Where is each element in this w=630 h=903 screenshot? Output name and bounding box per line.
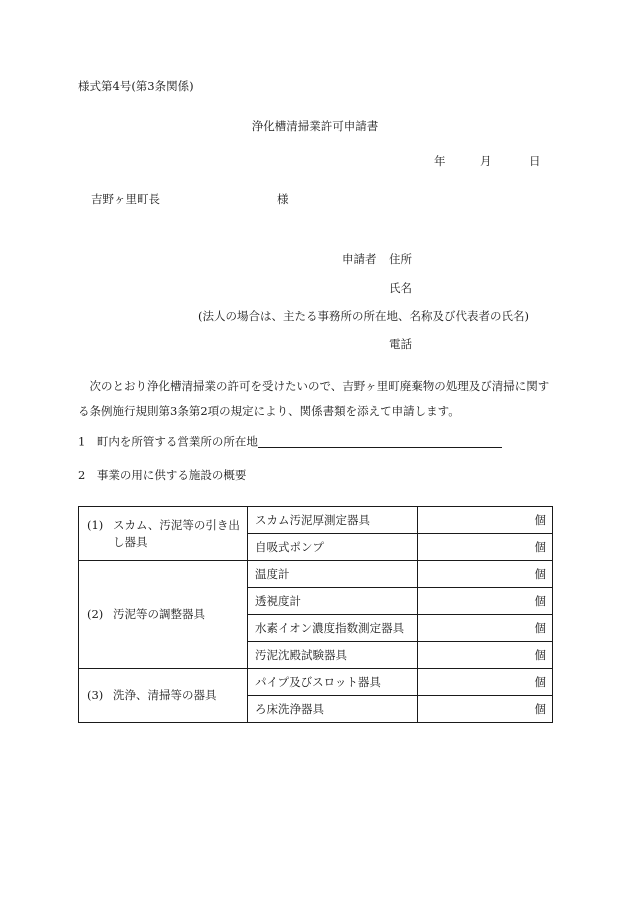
category-name: 汚泥等の調整器具 [113,607,205,621]
equipment-item: 水素イオン濃度指数測定器具 [248,615,418,642]
equipment-quantity-cell: 個 [418,642,553,669]
table-row [79,507,553,534]
date-year-label: 年 [434,154,446,168]
category-name-line1: スカム、汚泥等の引き出 [113,517,240,532]
equipment-quantity-cell: 個 [418,507,553,534]
category-number: (1) [87,517,104,532]
category-cell [79,561,248,669]
form-number: 様式第4号(第3条関係) [78,79,194,93]
applicant-label: 申請者 [342,252,377,266]
category-name-line2: し器具 [113,534,148,549]
office-location-blank [258,436,502,448]
applicant-phone-label: 電話 [389,337,412,351]
office-location-item [78,436,502,448]
office-location-label: 1 町内を所管する営業所の所在地 [78,434,258,449]
equipment-item: 自吸式ポンプ [248,534,418,561]
addressee-honorific: 様 [277,192,289,206]
category-cell [79,507,248,561]
equipment-item: 透視度計 [248,588,418,615]
applicant-address-label: 住所 [389,252,412,266]
equipment-quantity-cell: 個 [418,561,553,588]
corporation-note: (法人の場合は、主たる事務所の所在地、名称及び代表者の氏名) [198,309,529,323]
category-cell [79,669,248,723]
application-statement: 次のとおり浄化槽清掃業の許可を受けたいので、吉野ヶ里町廃棄物の処理及び清掃に関する条例施行規則第3条第2項の規定により、関係書類を添えて申請します。 [78,379,550,418]
category-number: (2) [87,607,104,621]
equipment-item: 温度計 [248,561,418,588]
category-name: 洗浄、清掃等の器具 [113,688,217,702]
applicant-name-label: 氏名 [389,281,412,295]
equipment-table [78,506,553,723]
equipment-item: スカム汚泥厚測定器具 [248,507,418,534]
equipment-quantity-cell: 個 [418,534,553,561]
addressee-name: 吉野ヶ里町長 [91,192,160,206]
document-title: 浄化槽清掃業許可申請書 [251,119,379,133]
equipment-quantity-cell: 個 [418,615,553,642]
equipment-quantity-cell: 個 [418,696,553,723]
equipment-quantity-cell: 個 [418,669,553,696]
category-number: (3) [87,688,104,702]
facility-overview-heading: 2 事業の用に供する施設の概要 [78,468,247,482]
equipment-item: ろ床洗浄器具 [248,696,418,723]
date-month-label: 月 [480,154,492,168]
date-day-label: 日 [529,154,541,168]
table-row [79,669,553,696]
equipment-quantity-cell: 個 [418,588,553,615]
table-row [79,561,553,588]
equipment-item: パイプ及びスロット器具 [248,669,418,696]
equipment-item: 汚泥沈殿試験器具 [248,642,418,669]
